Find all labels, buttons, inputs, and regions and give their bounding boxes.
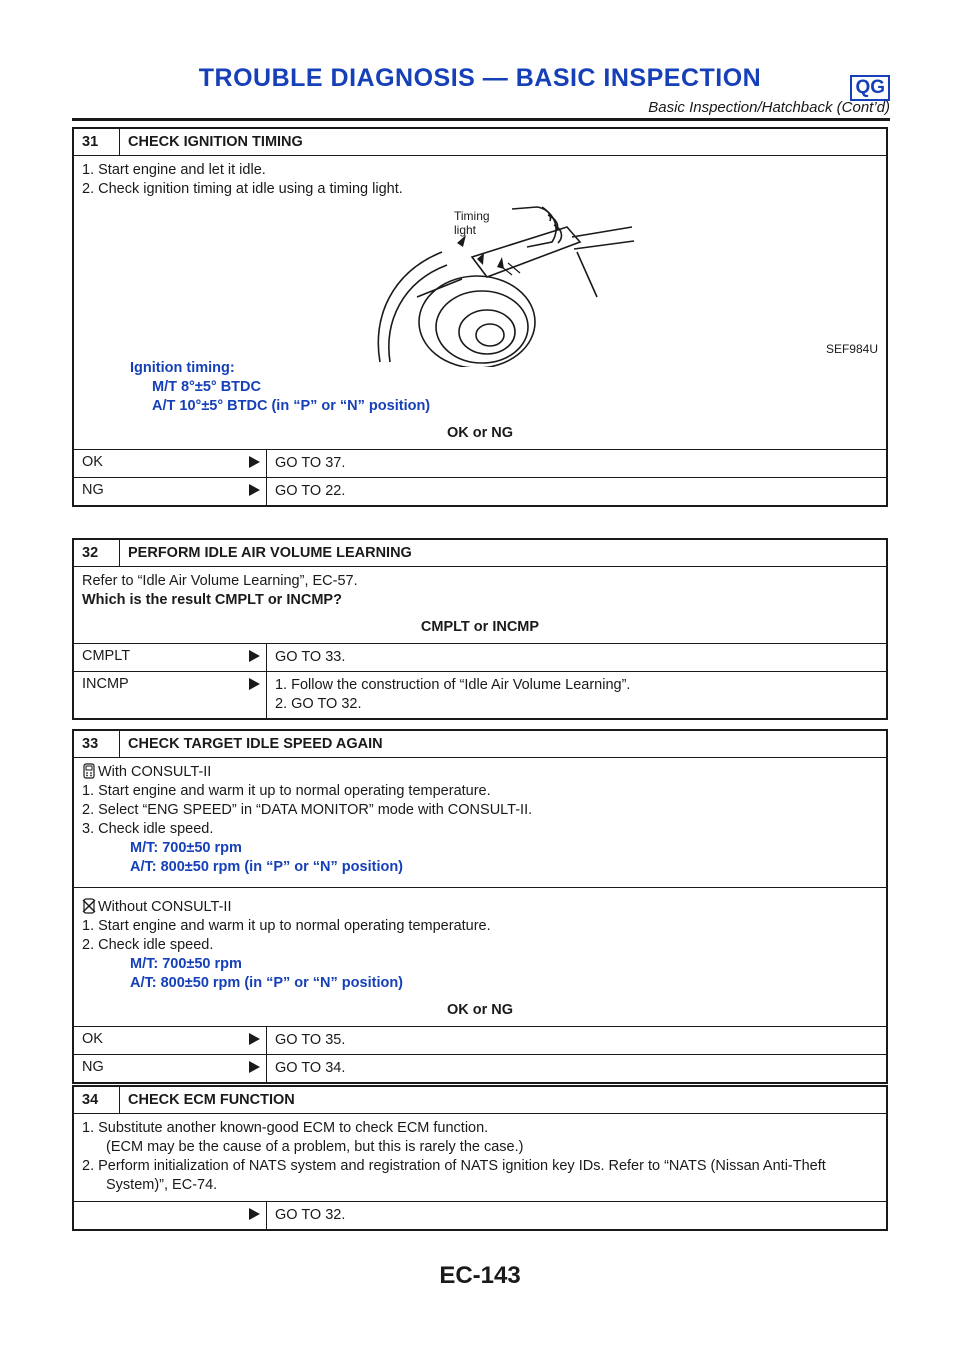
no-tester-icon bbox=[82, 898, 96, 914]
step-34-box bbox=[72, 1085, 888, 1231]
step-question: Which is the result CMPLT or INCMP? bbox=[82, 592, 342, 608]
result-question: OK or NG bbox=[446, 425, 514, 441]
step-number: 33 bbox=[74, 731, 120, 757]
result-action: GO TO 22. bbox=[266, 478, 886, 505]
page-subtitle: Basic Inspection/Hatchback (Cont’d) bbox=[648, 99, 890, 116]
step-31-box bbox=[72, 127, 888, 507]
step-line: 1. Start engine and warm it up to normal operating temperature. bbox=[82, 783, 491, 799]
result-label: NG bbox=[82, 482, 104, 498]
step-line: 1. Start engine and warm it up to normal operating temperature. bbox=[82, 918, 491, 934]
result-question: OK or NG bbox=[446, 1002, 514, 1018]
step-line: 2. Perform initialization of NATS system and registration of NATS ignition key IDs. Refer to “NATS (Nissan Anti-Theft bbox=[82, 1158, 826, 1174]
result-action-line: 2. GO TO 32. bbox=[275, 696, 362, 712]
result-label: OK bbox=[82, 454, 103, 470]
with-consult-block bbox=[74, 758, 886, 887]
result-action: GO TO 37. bbox=[266, 450, 886, 477]
result-action-line: 1. Follow the construction of “Idle Air Volume Learning”. bbox=[275, 677, 631, 693]
page-number: EC-143 bbox=[439, 1262, 521, 1289]
step-title: CHECK IGNITION TIMING bbox=[128, 134, 303, 150]
step-32-box bbox=[72, 538, 888, 720]
result-row bbox=[74, 643, 886, 671]
figure-code: SEF984U bbox=[825, 342, 878, 356]
result-row bbox=[74, 1054, 886, 1082]
step-line: (ECM may be the cause of a problem, but this is rarely the case.) bbox=[106, 1139, 524, 1155]
without-consult-label: Without CONSULT-II bbox=[98, 899, 232, 915]
step-line: System)”, EC-74. bbox=[106, 1177, 218, 1193]
step-title: CHECK TARGET IDLE SPEED AGAIN bbox=[128, 736, 383, 752]
step-line: Refer to “Idle Air Volume Learning”, EC-57. bbox=[82, 573, 358, 589]
arrow-right-icon bbox=[249, 456, 260, 468]
section-badge: QG bbox=[850, 75, 890, 101]
step-line: 1. Substitute another known-good ECM to check ECM function. bbox=[82, 1120, 489, 1136]
page-title: TROUBLE DIAGNOSIS — BASIC INSPECTION bbox=[198, 64, 762, 92]
spec-value: A/T: 800±50 rpm (in “P” or “N” position) bbox=[130, 975, 404, 991]
arrow-right-icon bbox=[249, 650, 260, 662]
step-title: CHECK ECM FUNCTION bbox=[128, 1092, 295, 1108]
step-line: 2. Select “ENG SPEED” in “DATA MONITOR” mode with CONSULT-II. bbox=[82, 802, 533, 818]
result-row bbox=[74, 671, 886, 718]
result-label: CMPLT bbox=[82, 648, 131, 664]
step-33-box bbox=[72, 729, 888, 1084]
step-32-header bbox=[74, 540, 886, 567]
step-32-body bbox=[74, 567, 886, 643]
result-label: NG bbox=[82, 1059, 104, 1075]
result-label: INCMP bbox=[82, 676, 129, 692]
result-row bbox=[74, 1201, 886, 1229]
spec-value: A/T: 800±50 rpm (in “P” or “N” position) bbox=[130, 859, 404, 875]
result-row bbox=[74, 477, 886, 505]
spec-value: A/T 10°±5° BTDC (in “P” or “N” position) bbox=[152, 398, 431, 414]
figure-label: Timing light bbox=[454, 209, 490, 237]
step-31-header bbox=[74, 129, 886, 156]
spec-value: M/T: 700±50 rpm bbox=[130, 956, 242, 972]
step-line: 3. Check idle speed. bbox=[82, 821, 214, 837]
step-34-header bbox=[74, 1087, 886, 1114]
result-action: GO TO 34. bbox=[266, 1055, 886, 1082]
step-line: 2. Check ignition timing at idle using a timing light. bbox=[82, 181, 403, 197]
arrow-right-icon bbox=[249, 1033, 260, 1045]
result-label: OK bbox=[82, 1031, 103, 1047]
spec-label: Ignition timing: bbox=[130, 360, 235, 376]
header-rule bbox=[72, 118, 890, 121]
result-action: GO TO 33. bbox=[266, 644, 886, 671]
step-34-body bbox=[74, 1114, 886, 1201]
step-title: PERFORM IDLE AIR VOLUME LEARNING bbox=[128, 545, 412, 561]
step-number: 31 bbox=[74, 129, 120, 155]
spec-value: M/T: 700±50 rpm bbox=[130, 840, 242, 856]
step-31-body bbox=[74, 156, 886, 449]
arrow-right-icon bbox=[249, 678, 260, 690]
result-row bbox=[74, 1026, 886, 1054]
result-action: GO TO 35. bbox=[266, 1027, 886, 1054]
step-number: 32 bbox=[74, 540, 120, 566]
spec-value: M/T 8°±5° BTDC bbox=[152, 379, 261, 395]
result-question: CMPLT or INCMP bbox=[420, 619, 540, 635]
step-33-header bbox=[74, 731, 886, 758]
timing-light-figure bbox=[82, 199, 878, 359]
arrow-right-icon bbox=[249, 484, 260, 496]
arrow-right-icon bbox=[249, 1208, 260, 1220]
arrow-right-icon bbox=[249, 1061, 260, 1073]
with-consult-label: With CONSULT-II bbox=[98, 764, 212, 780]
result-action: GO TO 32. bbox=[266, 1202, 886, 1229]
result-row bbox=[74, 449, 886, 477]
step-line: 1. Start engine and let it idle. bbox=[82, 162, 266, 178]
step-line: 2. Check idle speed. bbox=[82, 937, 214, 953]
consult-tester-icon bbox=[82, 763, 96, 779]
without-consult-block bbox=[74, 887, 886, 1026]
result-action bbox=[266, 672, 886, 718]
step-number: 34 bbox=[74, 1087, 120, 1113]
